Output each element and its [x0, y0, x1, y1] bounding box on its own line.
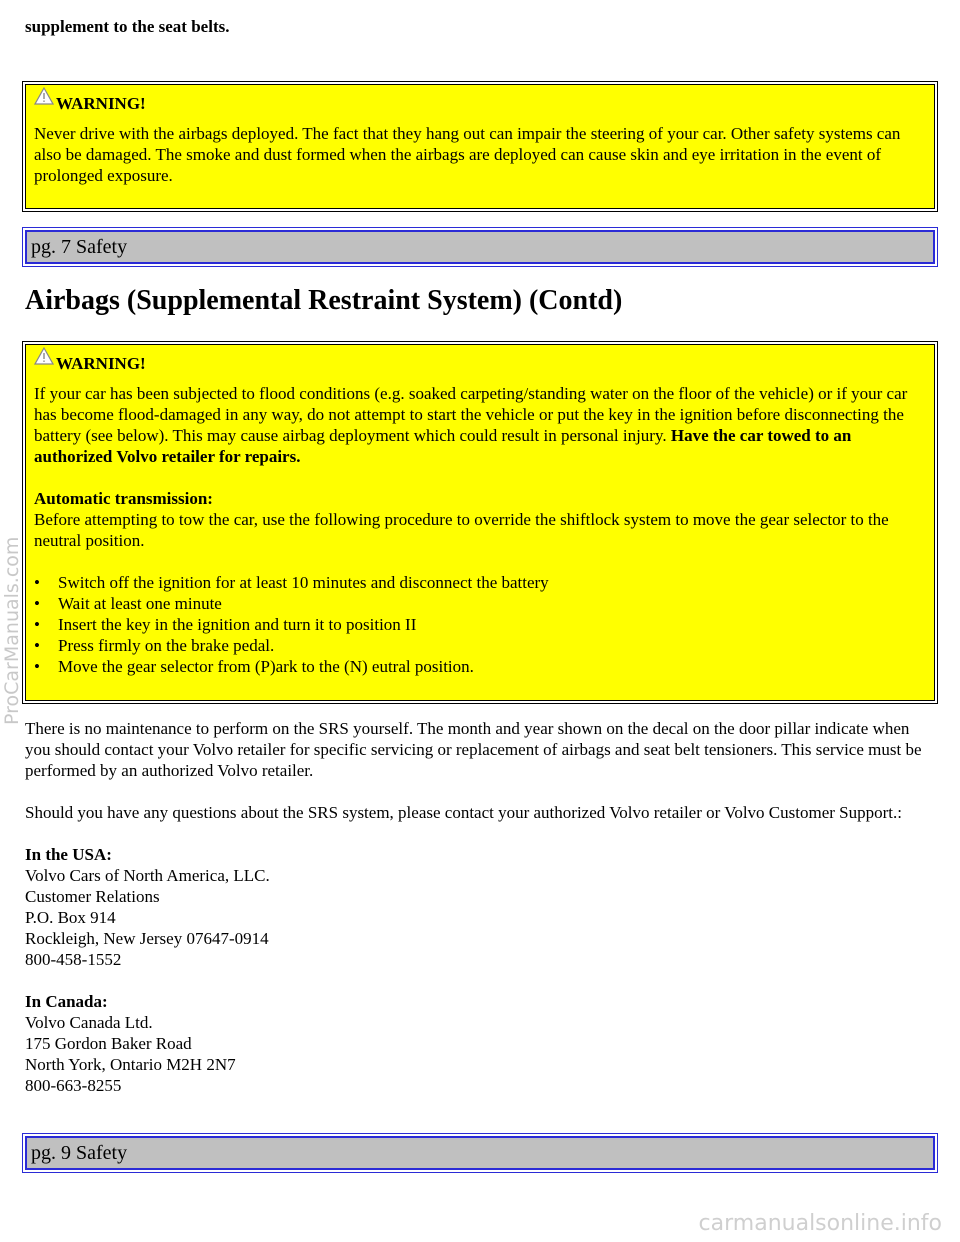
tow-instruction: Have the car towed to an authorized Volvo retailer for repairs. — [34, 426, 852, 466]
list-item — [34, 593, 926, 614]
warning-header — [34, 93, 926, 123]
address-line: North York, Ontario M2H 2N7 — [25, 1055, 236, 1074]
bullet: • — [34, 615, 40, 634]
page-reference-bar-pg9: pg. 9 Safety — [25, 1136, 935, 1170]
automatic-transmission-block — [34, 488, 926, 551]
maintenance-paragraph: There is no maintenance to perform on the SRS yourself. The month and year shown on the decal on the door pillar indicate when you should contact your Volvo retailer for specific servicing or replacement of airbags and seat belt tensioners. This service must be performed by an authorized Volvo retailer. — [25, 719, 922, 780]
canada-heading: In Canada: — [25, 992, 108, 1011]
flood-warning-body: If your car has been subjected to flood conditions (e.g. soaked carpeting/standing water on the floor of the vehicle) or if your car has become flood-damaged in any way, do not attempt to start the vehicle or put the key in the ignition before disconnecting the battery (see below). This may cause airbag deployment which could result in personal injury. — [34, 384, 908, 445]
usa-heading: In the USA: — [25, 845, 112, 864]
address-line: Volvo Canada Ltd. — [25, 1013, 153, 1032]
questions-paragraph: Should you have any questions about the SRS system, please contact your authorized Volvo retailer or Volvo Customer Support.: — [25, 803, 902, 822]
warning-triangle-icon — [34, 87, 54, 105]
step-text: Move the gear selector from (P)ark to the (N) eutral position. — [58, 657, 474, 676]
usa-address — [25, 844, 930, 970]
address-line: Rockleigh, New Jersey 07647-0914 — [25, 929, 269, 948]
automatic-transmission-text: Before attempting to tow the car, use the following procedure to override the shiftlock system to move the gear selector to the neutral position. — [34, 510, 889, 550]
address-line: Volvo Cars of North America, LLC. — [25, 866, 270, 885]
step-text: Insert the key in the ignition and turn it to position II — [58, 615, 417, 634]
list-item — [34, 656, 926, 677]
step-text: Switch off the ignition for at least 10 minutes and disconnect the battery — [58, 573, 549, 592]
address-line: Customer Relations — [25, 887, 160, 906]
phone-number: 800-458-1552 — [25, 950, 122, 969]
step-text: Wait at least one minute — [58, 594, 222, 613]
flood-warning-text — [34, 383, 926, 467]
address-line: 175 Gordon Baker Road — [25, 1034, 192, 1053]
warning-triangle-icon — [34, 347, 54, 365]
list-item — [34, 635, 926, 656]
watermark-procarmanuals: ProCarManuals.com — [1, 536, 23, 725]
watermark-carmanualsonline: carmanualsonline.info — [698, 1211, 942, 1236]
warning-box-airbags-deployed — [25, 84, 935, 209]
section-title: Airbags (Supplemental Restraint System) (Contd) — [25, 285, 623, 316]
bullet: • — [34, 636, 40, 655]
bullet: • — [34, 594, 40, 613]
canada-address — [25, 991, 930, 1096]
automatic-transmission-heading: Automatic transmission: — [34, 489, 213, 508]
warning-label: WARNING! — [56, 354, 146, 373]
warning-text: Never drive with the airbags deployed. The fact that they hang out can impair the steering of your car. Other safety systems can also be damaged. The smoke and dust formed when the airbags are deployed can cause skin and eye irritation in the event of prolonged exposure. — [34, 124, 901, 185]
list-item — [34, 614, 926, 635]
phone-number: 800-663-8255 — [25, 1076, 122, 1095]
warning-box-flood — [25, 344, 935, 701]
intro-text: supplement to the seat belts. — [25, 17, 230, 36]
address-line: P.O. Box 914 — [25, 908, 116, 927]
procedure-steps — [34, 572, 926, 677]
warning-label: WARNING! — [56, 94, 146, 113]
warning-header — [34, 353, 926, 383]
step-text: Press firmly on the brake pedal. — [58, 636, 275, 655]
bullet: • — [34, 657, 40, 676]
body-text — [25, 718, 930, 1096]
list-item — [34, 572, 926, 593]
page-reference-bar-pg7: pg. 7 Safety — [25, 230, 935, 264]
bullet: • — [34, 573, 40, 592]
